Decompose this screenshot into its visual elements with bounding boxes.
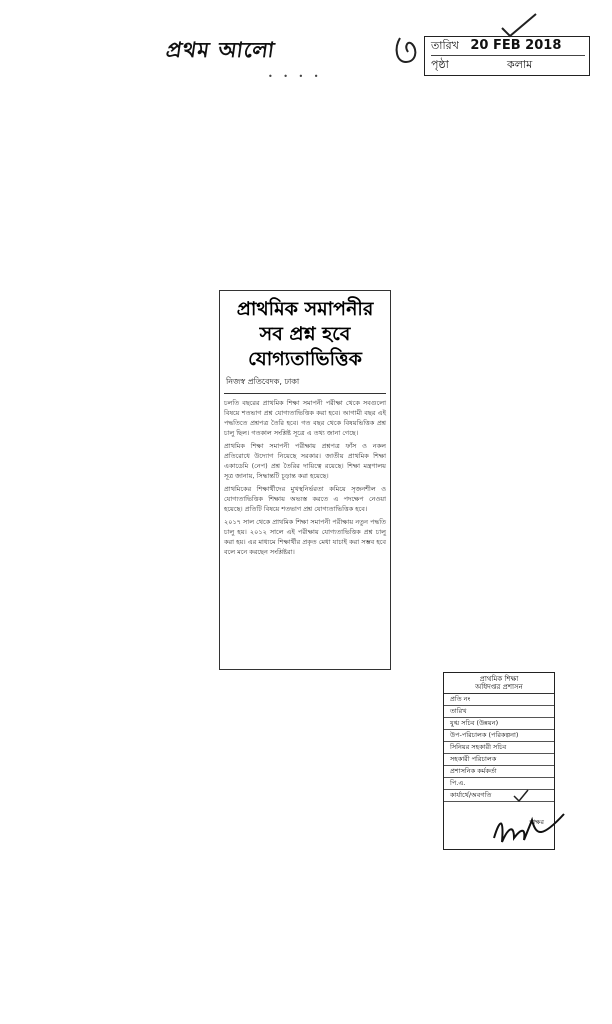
newspaper-masthead: প্রথম আলো	[164, 37, 277, 62]
routing-title-line: অধিদপ্তর প্রশাসন	[475, 683, 523, 691]
handwritten-initial-icon	[392, 30, 426, 70]
routing-item: প্রতি নং	[444, 694, 554, 706]
article-headline	[224, 297, 386, 372]
handwritten-check-icon	[512, 788, 530, 804]
routing-item: সিনিয়র সহকারী সচিব	[444, 742, 554, 754]
stamp-date-label: তারিখ	[431, 39, 459, 52]
routing-item: উপ-পরিচালক (পরিকল্পনা)	[444, 730, 554, 742]
decorative-dots: • • • •	[268, 72, 323, 81]
routing-item: যুগ্ম সচিব (উন্নয়ন)	[444, 718, 554, 730]
date-stamp	[424, 36, 590, 76]
routing-item: পি.এ.	[444, 778, 554, 790]
signature-icon	[488, 808, 568, 852]
headline-line: প্রাথমিক সমাপনীর	[236, 298, 374, 320]
stamp-page-row	[431, 56, 585, 74]
headline-line: যোগ্যতাভিত্তিক	[248, 348, 362, 370]
routing-title-line: প্রাথমিক শিক্ষা	[479, 675, 519, 683]
article-byline: নিজস্ব প্রতিবেদক, ঢাকা	[226, 377, 300, 386]
article-paragraph: চলতি বছরের প্রাথমিক শিক্ষা সমাপনী পরীক্ষা থেকে সবগুলো বিষয়ে শতভাগ প্রশ্ন যোগ্যতাভিত্তিক করা হবে। আগামী বছর এই পদ্ধতিতে প্রশ্নপত্র তৈরি হবে। গত বছর থেকে বিষয়ভিত্তিক প্রশ্ন চালু ছিল। গতকাল সংশ্লিষ্ট সূত্রে এ তথ্য জানা গেছে।	[224, 399, 386, 437]
stamp-page-label: পৃষ্ঠা	[431, 58, 449, 71]
routing-item: প্রশাসনিক কর্মকর্তা	[444, 766, 554, 778]
routing-slip-title	[444, 673, 554, 694]
stamp-column-label: কলাম	[507, 58, 533, 71]
article-paragraph: প্রাথমিক শিক্ষা সমাপনী পরীক্ষায় প্রশ্নপত্র ফাঁস ও নকল প্রতিরোধে উদ্যোগ নিয়েছে সরকার। জাতীয় প্রাথমিক শিক্ষা একাডেমি (নেপ) প্রশ্ন তৈরির দায়িত্বে রয়েছে। শিক্ষা মন্ত্রণালয় সূত্র জানায়, সিদ্ধান্তটি চূড়ান্ত করা হয়েছে।	[224, 442, 386, 480]
article-body	[224, 393, 386, 557]
stamp-date-row	[431, 37, 585, 56]
routing-item: কার্যার্থে/অবগতি	[444, 790, 554, 802]
article-paragraph: ২০১৭ সাল থেকে প্রাথমিক শিক্ষা সমাপনী পরীক্ষায় নতুন পদ্ধতি চালু হয়। ২০১২ সালে এই পরীক্ষায় যোগ্যতাভিত্তিক প্রশ্ন চালু করা হয়। এর মাধ্যমে শিক্ষার্থীর প্রকৃত মেধা যাচাই করা সম্ভব হবে বলে মনে করছেন সংশ্লিষ্টরা।	[224, 518, 386, 556]
article-paragraph: প্রাথমিকের শিক্ষার্থীদের মুখস্থনির্ভরতা কমিয়ে সৃজনশীল ও যোগ্যতাভিত্তিক শিক্ষায় অভ্যস্ত করতে এ পদক্ষেপ নেওয়া হয়েছে। প্রতিটি বিষয়ে শতভাগ প্রশ্ন যোগ্যতাভিত্তিক হবে।	[224, 485, 386, 513]
routing-item: সহকারী পরিচালক	[444, 754, 554, 766]
stamp-date-value: 20 FEB 2018	[470, 38, 562, 53]
news-clipping	[219, 290, 391, 670]
routing-item: তারিখ	[444, 706, 554, 718]
headline-line: সব প্রশ্ন হবে	[259, 323, 351, 345]
routing-footer: স্বাক্ষর	[529, 818, 544, 826]
